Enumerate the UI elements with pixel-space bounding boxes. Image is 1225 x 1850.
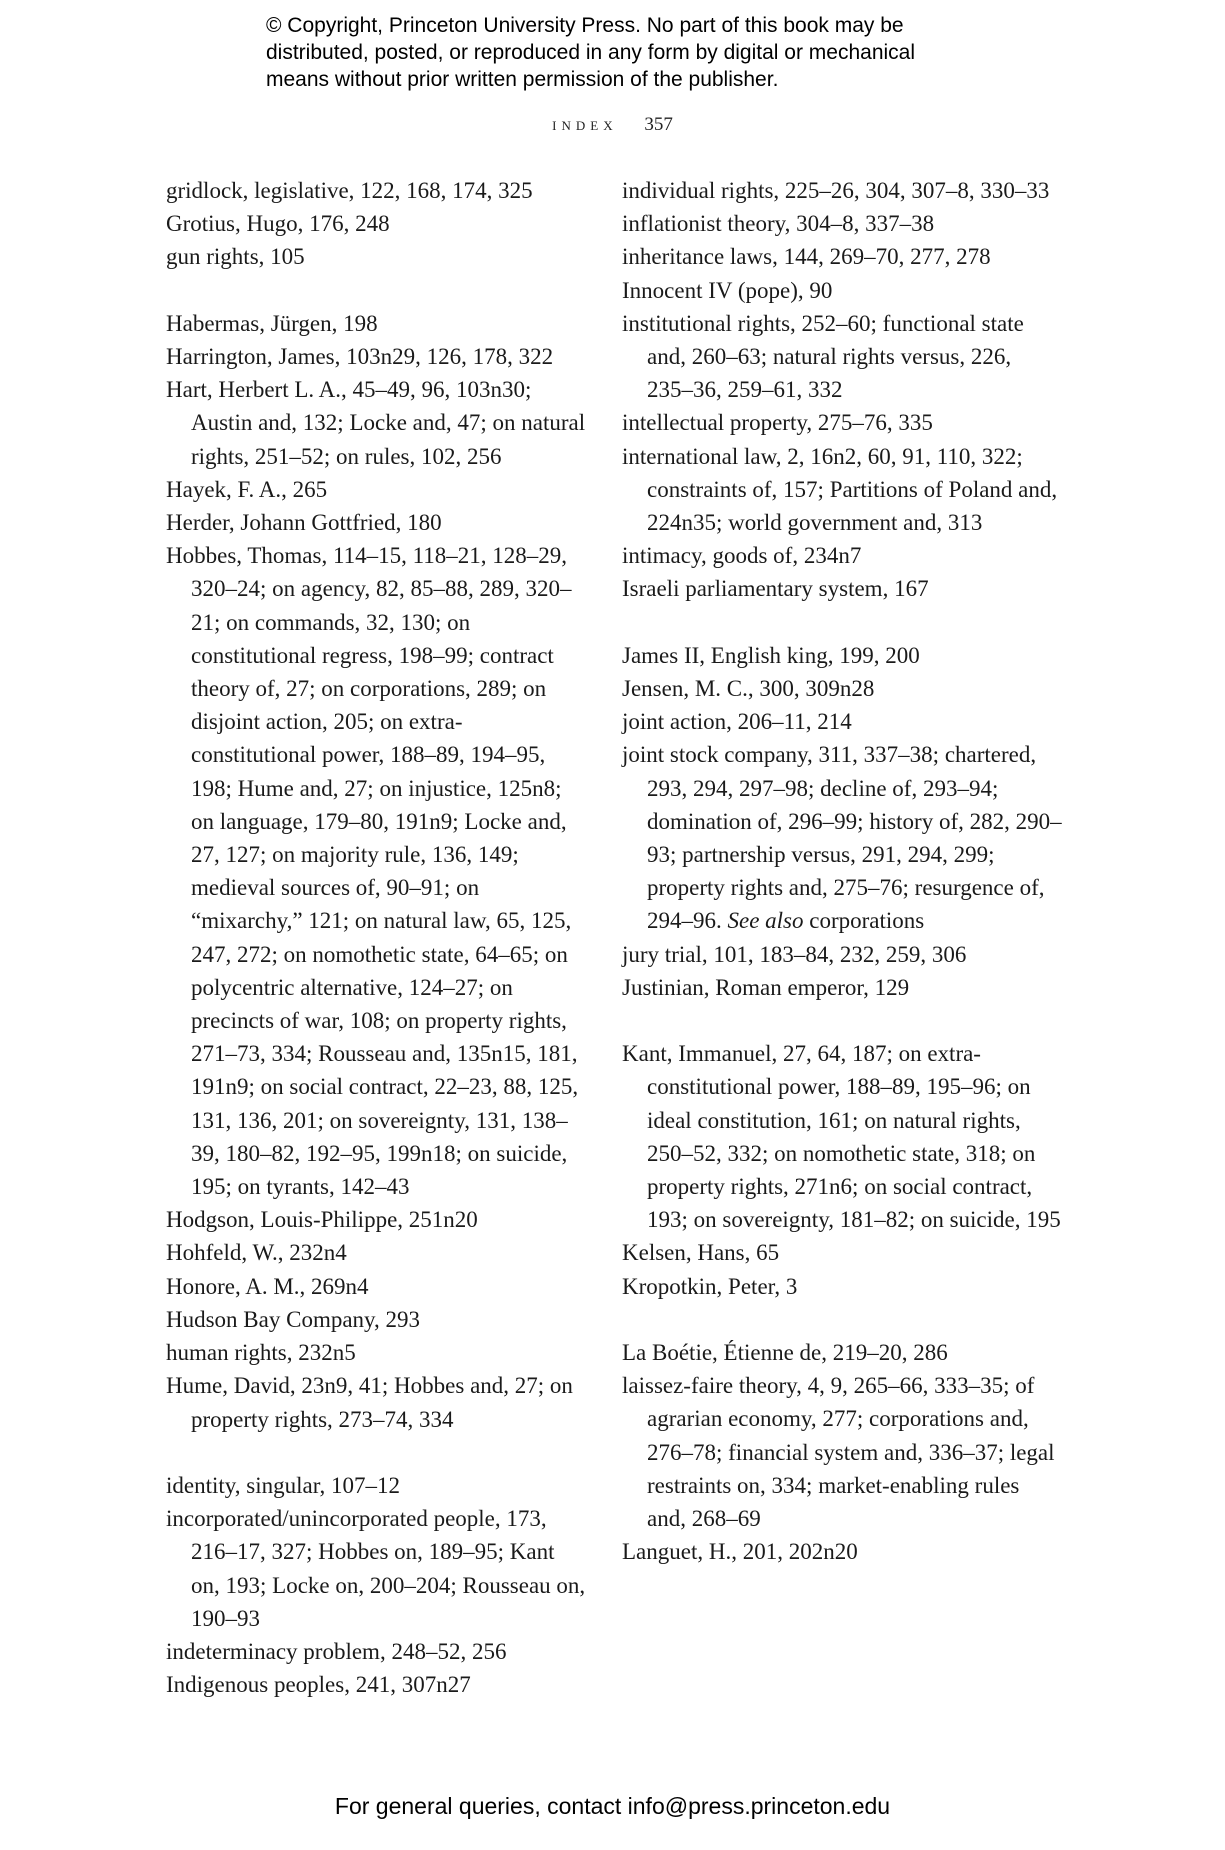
index-entry: Israeli parliamentary system, 167: [622, 576, 929, 602]
index-entry: Kropotkin, Peter, 3: [622, 1273, 798, 1299]
copyright-line: © Copyright, Princeton University Press. No part of this book may be: [266, 14, 904, 37]
copyright-line: distributed, posted, or reproduced in any form by digital or mechanical: [266, 41, 916, 64]
index-entry: Hart, Herbert L. A., 45–49, 96, 103n30; Austin and, 132; Locke and, 47; on natural rights, 251–52; on rules, 102, 256: [166, 377, 586, 469]
index-entry: intellectual property, 275–76, 335: [622, 410, 933, 436]
index-entry: La Boétie, Étienne de, 219–20, 286: [622, 1340, 948, 1366]
index-entry: individual rights, 225–26, 304, 307–8, 330–33: [622, 178, 1050, 203]
index-entry: human rights, 232n5: [166, 1340, 356, 1366]
index-entry: joint action, 206–11, 214: [622, 709, 852, 735]
index-entry-text: joint stock company, 311, 337–38; chartered, 293, 294, 297–98; decline of, 293–94; domination of, 296–99; history of, 282, 290–93; partnership versus, 291, 294, 299; property rights and, 275–76; resurgence of, 294–96.: [622, 742, 1062, 934]
see-also-label: See also: [727, 908, 804, 934]
index-entry: Herder, Johann Gottfried, 180: [166, 510, 442, 536]
index-entry: Kelsen, Hans, 65: [622, 1240, 780, 1266]
index-entry: Hohfeld, W., 232n4: [166, 1240, 347, 1266]
index-entry: indeterminacy problem, 248–52, 256: [166, 1638, 507, 1664]
index-entry: Languet, H., 201, 202n20: [622, 1539, 858, 1565]
letter-group-gap: [166, 1436, 586, 1469]
index-entry: Kant, Immanuel, 27, 64, 187; on extra-constitutional power, 188–89, 195–96; on ideal constitution, 161; on natural rights, 250–52, 332; on nomothetic state, 318; on property rights, 271n6; on social contract, 193; on sovereignty, 181–82; on suicide, 195: [622, 1041, 1061, 1233]
index-entry: gridlock, legislative, 122, 168, 174, 325: [166, 178, 533, 203]
page-number: 357: [644, 114, 673, 135]
index-entry: jury trial, 101, 183–84, 232, 259, 306: [622, 941, 967, 967]
index-entry: inflationist theory, 304–8, 337–38: [622, 211, 935, 237]
index-entry: gun rights, 105: [166, 244, 305, 270]
index-entry: Justinian, Roman emperor, 129: [622, 974, 910, 1000]
index-entry: international law, 2, 16n2, 60, 91, 110, 322; constraints of, 157; Partitions of Poland and, 224n35; world government and, 313: [622, 443, 1058, 536]
index-entry: Harrington, James, 103n29, 126, 178, 322: [166, 344, 554, 369]
letter-group-gap: [622, 1004, 1062, 1037]
index-entry: Honore, A. M., 269n4: [166, 1273, 369, 1299]
index-column-right: [622, 174, 1062, 1568]
index-entry: Grotius, Hugo, 176, 248: [166, 211, 390, 237]
index-entry: Jensen, M. C., 300, 309n28: [622, 676, 875, 702]
index-entry: institutional rights, 252–60; functional state and, 260–63; natural rights versus, 226, 235–36, 259–61, 332: [622, 310, 1024, 403]
index-entry: Hodgson, Louis-Philippe, 251n20: [166, 1207, 478, 1233]
copyright-line: means without prior written permission of the publisher.: [266, 68, 779, 91]
index-entry: Hume, David, 23n9, 41; Hobbes and, 27; on property rights, 273–74, 334: [166, 1373, 573, 1432]
index-entry: James II, English king, 199, 200: [622, 642, 920, 668]
index-entry: Indigenous peoples, 241, 307n27: [166, 1672, 471, 1698]
index-entry: Habermas, Jürgen, 198: [166, 310, 378, 336]
index-entry: Hudson Bay Company, 293: [166, 1306, 421, 1332]
index-column-left: [166, 174, 586, 1701]
copyright-notice: [266, 12, 1026, 93]
see-also-target: corporations: [803, 908, 925, 934]
index-entry: incorporated/unincorporated people, 173, 216–17, 327; Hobbes on, 189–95; Kant on, 193; Locke on, 200–204; Rousseau on, 190–93: [166, 1506, 586, 1631]
index-entry: [622, 738, 1062, 937]
running-head-title: index: [552, 114, 618, 135]
index-entry: Hobbes, Thomas, 114–15, 118–21, 128–29, 320–24; on agency, 82, 85–88, 289, 320–21; on commands, 32, 130; on constitutional regress, 198–99; contract theory of, 27; on corporations, 289; on disjoint action, 205; on extra-constitutional power, 188–89, 194–95, 198; Hume and, 27; on injustice, 125n8; on language, 179–80, 191n9; Locke and, 27, 127; on majority rule, 136, 149; medieval sources of, 90–91; on “mixarchy,” 121; on natural law, 65, 125, 247, 272; on nomothetic state, 64–65; on polycentric alternative, 124–27; on precincts of war, 108; on property rights, 271–73, 334; Rousseau and, 135n15, 181, 191n9; on social contract, 22–23, 88, 125, 131, 136, 201; on sovereignty, 131, 138–39, 180–82, 192–95, 199n18; on suicide, 195; on tyrants, 142–43: [166, 543, 579, 1200]
letter-group-gap: [166, 274, 586, 307]
index-entry: laissez-faire theory, 4, 9, 265–66, 333–35; of agrarian economy, 277; corporations and, 276–78; financial system and, 336–37; legal restraints on, 334; market-enabling rules and, 268–69: [622, 1373, 1055, 1532]
index-entry: Hayek, F. A., 265: [166, 476, 328, 502]
letter-group-gap: [622, 606, 1062, 639]
index-entry: intimacy, goods of, 234n7: [622, 543, 862, 569]
footer-contact: For general queries, contact info@press.princeton.edu: [334, 1793, 891, 1819]
running-head: [0, 114, 1225, 136]
index-entry: Innocent IV (pope), 90: [622, 277, 833, 303]
index-entry: identity, singular, 107–12: [166, 1472, 400, 1498]
letter-group-gap: [622, 1303, 1062, 1336]
index-entry: inheritance laws, 144, 269–70, 277, 278: [622, 244, 991, 270]
